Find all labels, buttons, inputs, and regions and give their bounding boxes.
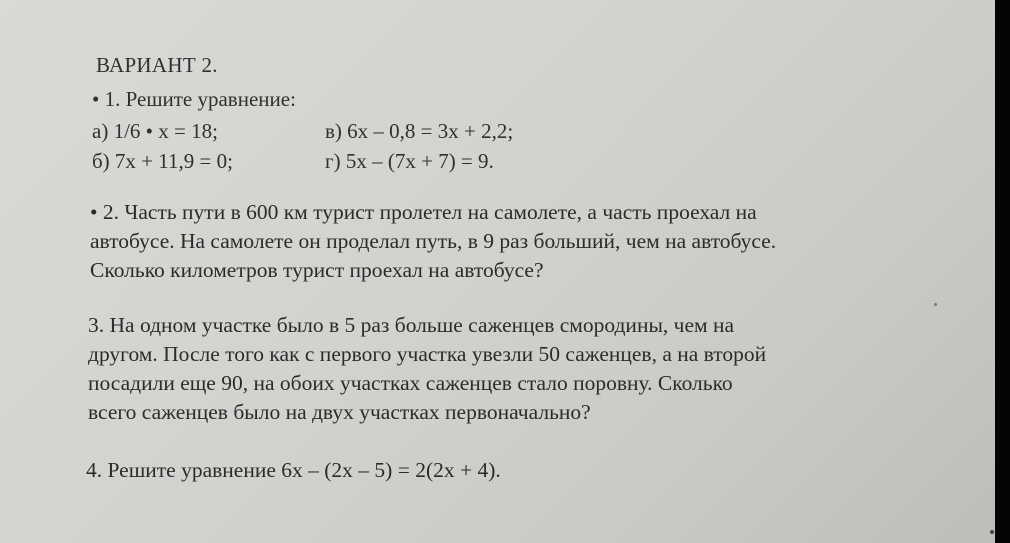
task1-equation-g: г) 5x – (7x + 7) = 9. xyxy=(325,149,494,173)
task2-line: • 2. Часть пути в 600 км турист пролетел на самолете, а часть проехал на xyxy=(90,200,757,224)
variant-heading: ВАРИАНТ 2. xyxy=(96,53,218,77)
task2-paragraph xyxy=(90,198,776,285)
task4-line: 4. Решите уравнение 6x – (2x – 5) = 2(2x + 4). xyxy=(86,458,501,482)
task1-equation-v: в) 6x – 0,8 = 3x + 2,2; xyxy=(325,119,514,143)
background-speck xyxy=(990,530,994,534)
task1-title: • 1. Решите уравнение: xyxy=(92,87,296,111)
task3-line: посадили еще 90, на обоих участках саженцев стало поровну. Сколько xyxy=(88,371,733,395)
task3-paragraph xyxy=(88,311,766,427)
task3-line: 3. На одном участке было в 5 раз больше саженцев смородины, чем на xyxy=(88,313,735,337)
task3-line: другом. После того как с первого участка увезли 50 саженцев, а на второй xyxy=(88,342,767,366)
task3-line: всего саженцев было на двух участках первоначально? xyxy=(88,400,591,424)
task1-equation-b: б) 7x + 11,9 = 0; xyxy=(92,149,233,173)
task2-line: автобусе. На самолете он проделал путь, в 9 раз больший, чем на автобусе. xyxy=(90,229,777,253)
task4-paragraph xyxy=(86,456,501,485)
task1-equation-a: а) 1/6 • x = 18; xyxy=(92,119,218,143)
paper-speck xyxy=(934,303,937,306)
dark-background-edge xyxy=(995,0,1010,543)
task2-line: Сколько километров турист проехал на автобусе? xyxy=(90,258,544,282)
